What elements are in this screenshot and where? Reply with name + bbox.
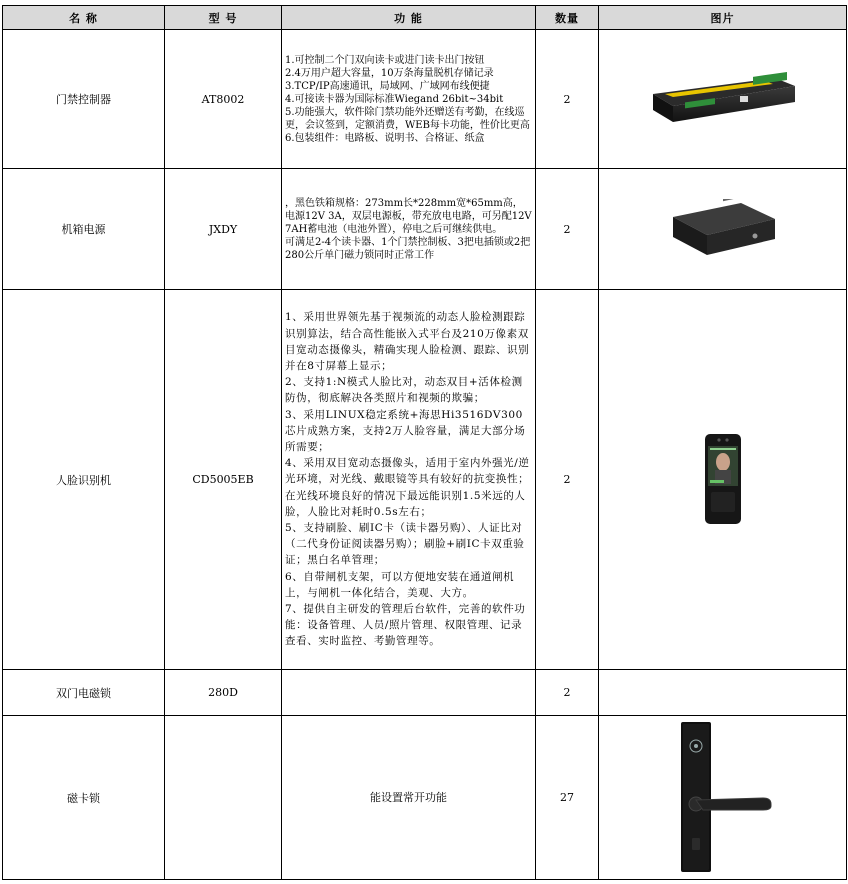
row-model: JXDY <box>165 169 282 290</box>
header-function: 功 能 <box>282 6 536 30</box>
table-row <box>3 670 847 716</box>
function-line: 2.4万用户超大容量，10万条海量脱机存储记录 <box>285 67 494 79</box>
row-qty: 2 <box>536 30 599 169</box>
header-name: 名 称 <box>3 6 165 30</box>
row-image <box>599 670 847 716</box>
table-row <box>3 716 847 880</box>
function-line: 4.可接读卡器为国际标准Wiegand 26bit~34bit <box>285 93 504 105</box>
row-image <box>599 716 847 880</box>
row-model: CD5005EB <box>165 290 282 670</box>
row-qty: 27 <box>536 716 599 880</box>
function-line: 5.功能强大，软件除门禁功能外还赠送有考勤，在线巡更，会议签到，定额消费，WEB每卡功能，性价比更高 <box>285 106 530 131</box>
function-line: 5、支持刷脸、刷IC卡（读卡器另购）、人证比对（二代身份证阅读器另购）；刷脸+刷IC卡双重验证；黑白名单管理； <box>285 522 525 567</box>
function-line: 3.TCP/IP高速通讯，局域网、广域网布线便捷 <box>285 80 490 92</box>
row-image <box>599 169 847 290</box>
function-line: 6.包装组件：电路板、说明书、合格证、纸盒 <box>285 132 485 144</box>
row-function <box>282 30 536 169</box>
row-name: 双门电磁锁 <box>3 670 165 716</box>
function-line: 7、提供自主研发的管理后台软件，完善的软件功能：设备管理、人员/照片管理、权限管理、记录查看、实时监控、考勤管理等。 <box>285 603 526 648</box>
row-function <box>282 670 536 716</box>
row-image <box>599 30 847 169</box>
header-qty: 数量 <box>536 6 599 30</box>
row-name: 人脸识别机 <box>3 290 165 670</box>
function-line: 2、支持1:N模式人脸比对，动态双目+活体检测防伪，彻底解决各类照片和视频的欺骗； <box>285 376 523 405</box>
row-model: 280D <box>165 670 282 716</box>
function-line: 1、采用世界领先基于视频流的动态人脸检测跟踪识别算法，结合高性能嵌入式平台及210万像素双目宽动态摄像头，精确实现人脸检测、跟踪、识别并在8寸屏幕上显示； <box>285 311 530 372</box>
function-line: 3、采用LINUX稳定系统+海思Hi3516DV300芯片成熟方案，支持2万人脸容量，满足大部分场所需要； <box>285 408 526 453</box>
card-lock-image <box>663 720 783 876</box>
function-line: 1.可控制二个门双向读卡或进门读卡出门按钮 <box>285 54 485 66</box>
access-controller-image <box>645 72 800 127</box>
row-model: AT8002 <box>165 30 282 169</box>
table-row <box>3 30 847 169</box>
row-name: 机箱电源 <box>3 169 165 290</box>
row-name: 磁卡锁 <box>3 716 165 880</box>
row-qty: 2 <box>536 169 599 290</box>
function-line: ，黑色铁箱规格：273mm长*228mm宽*65mm高，电源12V 3A，双层电源板，带充放电电路，可另配12V 7AH蓄电池（电池外置），停电之后可继续供电。 <box>285 197 532 235</box>
header-row <box>3 6 847 30</box>
table-row <box>3 290 847 670</box>
power-supply-image <box>663 199 783 259</box>
row-image <box>599 290 847 670</box>
row-qty: 2 <box>536 670 599 716</box>
row-qty: 2 <box>536 290 599 670</box>
row-function <box>282 169 536 290</box>
row-function <box>282 716 536 880</box>
function-line: 6、自带闸机支架，可以方便地安装在通道闸机上，与闸机一体化结合，美观、大方。 <box>285 570 515 599</box>
function-line: 能设置常开功能 <box>370 791 447 804</box>
row-model <box>165 716 282 880</box>
function-line: 4、采用双目宽动态摄像头，适用于室内外强光/逆光环境，对光线、戴眼镜等具有较好的抗变换性；在光线环境良好的情况下最远能识别1.5米远的人脸，人脸比对耗时0.5s左右； <box>285 457 530 518</box>
table-row <box>3 169 847 290</box>
function-line: 可满足2-4个读卡器、1个门禁控制板、3把电插锁或2把280公斤单门磁力锁同时正常工作 <box>285 236 531 261</box>
row-function <box>282 290 536 670</box>
header-model: 型 号 <box>165 6 282 30</box>
product-table <box>2 5 847 880</box>
row-name: 门禁控制器 <box>3 30 165 169</box>
face-terminal-image <box>693 432 753 528</box>
header-image: 图片 <box>599 6 847 30</box>
